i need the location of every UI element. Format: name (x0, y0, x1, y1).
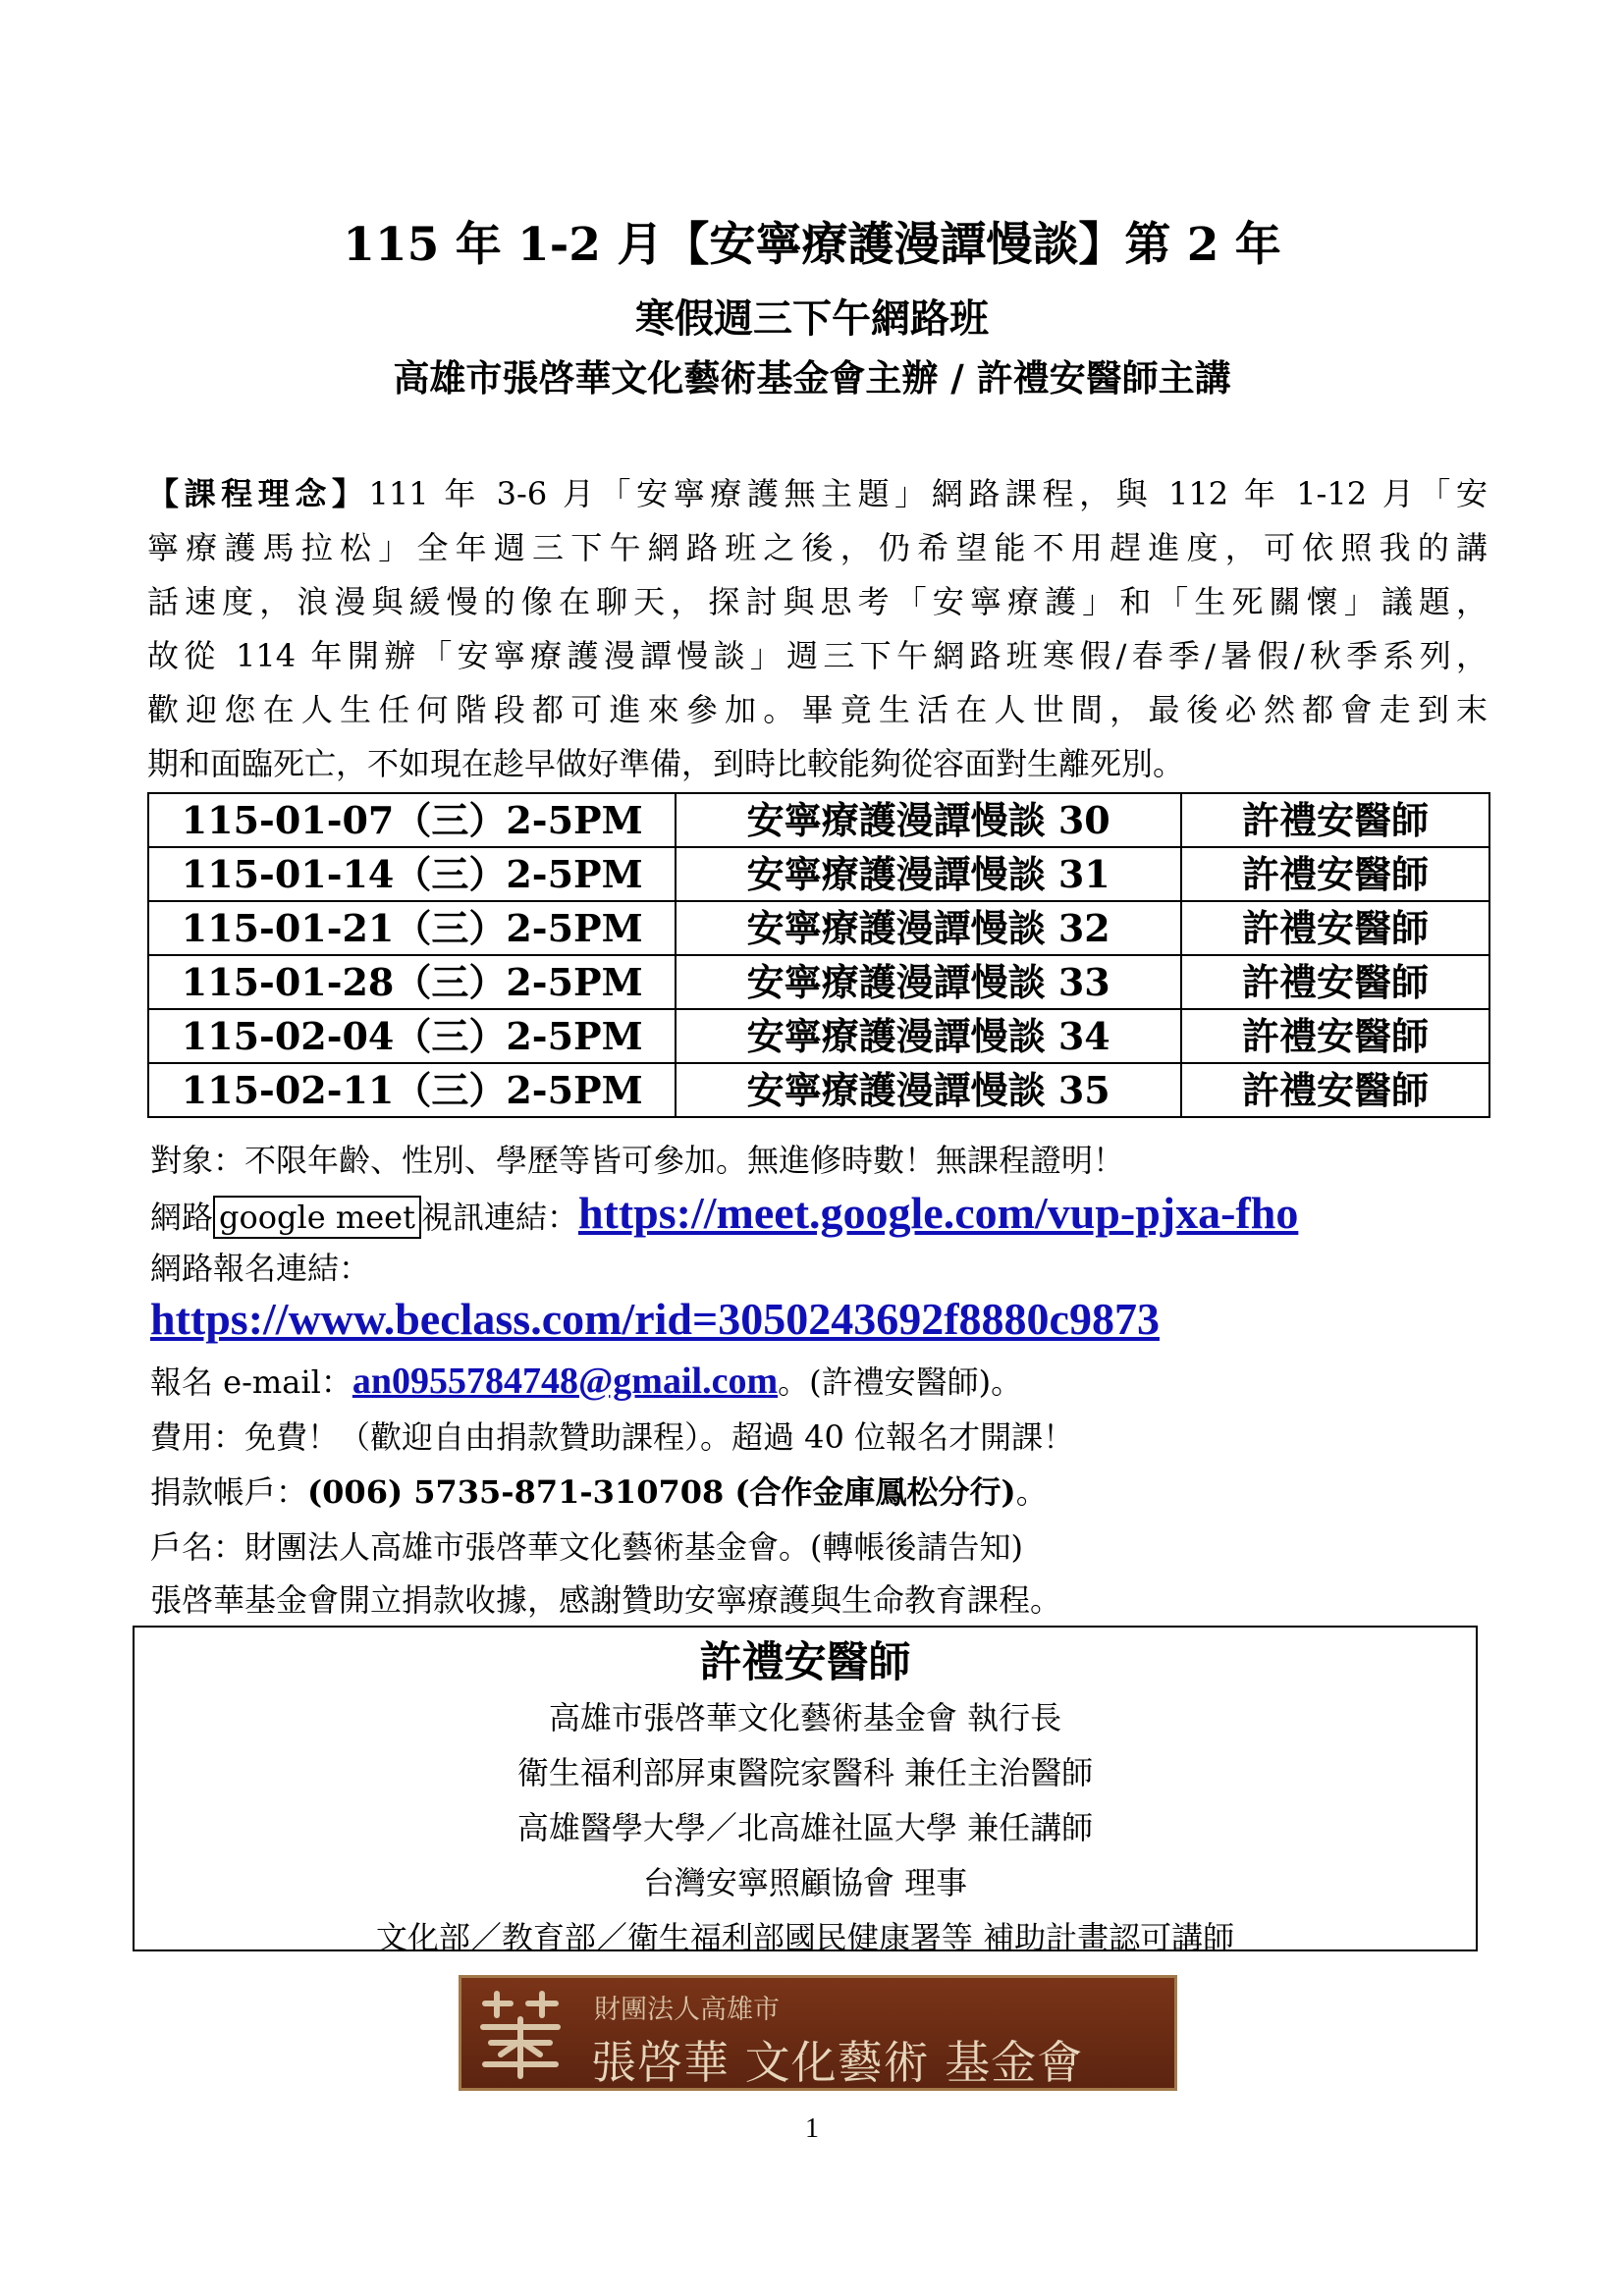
session-title: 安寧療護漫譚慢談 35 (676, 1063, 1181, 1117)
bio-line: 高雄醫學大學／北高雄社區大學 兼任講師 (516, 1809, 1094, 1846)
meet-mid: 視訊連結： (420, 1199, 578, 1236)
email-link[interactable]: an0955784748@gmail.com (352, 1361, 779, 1402)
registration-line (150, 1296, 1160, 1347)
account-prefix: 捐款帳戶： (150, 1473, 308, 1511)
account-number: (006) 5735-871-310708 (合作金庫鳳松分行) (307, 1473, 1016, 1511)
session-title: 安寧療護漫譚慢談 34 (676, 1009, 1181, 1063)
table-row (148, 847, 1489, 901)
meet-link[interactable]: https://meet.google.com/vup-pjxa-fho (577, 1188, 1299, 1238)
session-teacher: 許禮安醫師 (1181, 793, 1489, 847)
account-suffix: 。 (1015, 1473, 1048, 1511)
session-date: 115-01-07（三）2-5PM (148, 793, 676, 847)
page-title: 115 年 1-2 月【安寧療護漫譚慢談】第 2 年 (343, 218, 1281, 272)
meet-prefix: 網路 (150, 1199, 214, 1236)
bio-line: 高雄市張啓華文化藝術基金會 執行長 (548, 1699, 1062, 1736)
registration-link[interactable]: https://www.beclass.com/rid=3050243692f8880c9873 (150, 1294, 1160, 1344)
intro-line-1-text: 111 年 3-6 月「安寧療護無主題」網路課程，與 112 年 1-12 月「安 (368, 475, 1488, 512)
fee-note: 費用：免費！（歡迎自由捐款贊助課程）。超過 40 位報名才開課！ (150, 1418, 1075, 1456)
foundation-logo (459, 1975, 1177, 2091)
session-title: 安寧療護漫譚慢談 33 (676, 955, 1181, 1009)
table-row (148, 901, 1489, 955)
bio-line: 衛生福利部屏東醫院家醫科 兼任主治醫師 (516, 1754, 1094, 1791)
donation-account-line (150, 1468, 1048, 1516)
course-philosophy (147, 467, 1488, 791)
session-teacher: 許禮安醫師 (1181, 1063, 1489, 1117)
table-row (148, 955, 1489, 1009)
intro-line-5: 歡迎您在人生任何階段都可進來參加。畢竟生活在人世間，最後必然都會走到末 (147, 691, 1488, 728)
session-teacher: 許禮安醫師 (1181, 955, 1489, 1009)
intro-line-6: 期和面臨死亡，不如現在趁早做好準備，到時比較能夠從容面對生離死別。 (147, 745, 1185, 782)
meet-link-line (150, 1190, 1298, 1241)
session-title: 安寧療護漫譚慢談 31 (676, 847, 1181, 901)
table-row (148, 793, 1489, 847)
intro-line-4: 故從 114 年開辦「安寧療護漫譚慢談」週三下午網路班寒假/春季/暑假/秋季系列， (147, 637, 1488, 674)
intro-label: 【課程理念】 (147, 475, 369, 512)
session-date: 115-01-14（三）2-5PM (148, 847, 676, 901)
intro-line-2: 寧療護馬拉松」全年週三下午網路班之後，仍希望能不用趕進度，可依照我的講 (147, 529, 1488, 566)
intro-line-3: 話速度，浪漫與緩慢的像在聊天，探討與思考「安寧療護」和「生死關懷」議題， (147, 583, 1488, 620)
session-teacher: 許禮安醫師 (1181, 901, 1489, 955)
registration-label: 網路報名連結： (150, 1250, 371, 1287)
logo-small-text: 財團法人高雄市 (594, 1995, 780, 2025)
session-date: 115-01-21（三）2-5PM (148, 901, 676, 955)
table-row (148, 1009, 1489, 1063)
session-teacher: 許禮安醫師 (1181, 1009, 1489, 1063)
receipt-note: 張啓華基金會開立捐款收據，感謝贊助安寧療護與生命教育課程。 (150, 1581, 1062, 1619)
email-line (150, 1358, 1022, 1406)
intro-line-1 (147, 467, 1488, 521)
page-subtitle: 寒假週三下午網路班 (635, 295, 989, 342)
organizer-line: 高雄市張啓華文化藝術基金會主辦 / 許禮安醫師主講 (393, 356, 1231, 400)
page-number: 1 (805, 2113, 819, 2144)
account-holder: 戶名：財團法人高雄市張啓華文化藝術基金會。(轉帳後請告知) (150, 1528, 1023, 1566)
schedule-table (147, 792, 1490, 1118)
speaker-bio-box (133, 1626, 1478, 1956)
session-title: 安寧療護漫譚慢談 32 (676, 901, 1181, 955)
session-date: 115-01-28（三）2-5PM (148, 955, 676, 1009)
bio-line: 文化部／教育部／衛生福利部國民健康署等 補助計畫認可講師 (375, 1919, 1235, 1956)
meet-box-label: google meet (213, 1196, 421, 1239)
table-row (148, 1063, 1489, 1117)
session-title: 安寧療護漫譚慢談 30 (676, 793, 1181, 847)
session-date: 115-02-11（三）2-5PM (148, 1063, 676, 1117)
bio-line: 台灣安寧照顧協會 理事 (642, 1864, 968, 1901)
audience-note: 對象：不限年齡、性別、學歷等皆可參加。無進修時數！無課程證明！ (150, 1142, 1125, 1179)
logo-big-text: 張啓華 文化藝術 基金會 (591, 2036, 1084, 2089)
session-date: 115-02-04（三）2-5PM (148, 1009, 676, 1063)
session-teacher: 許禮安醫師 (1181, 847, 1489, 901)
speaker-name: 許禮安醫師 (699, 1638, 911, 1687)
foundation-emblem-icon (471, 1986, 569, 2082)
email-suffix: 。(許禮安醫師)。 (778, 1363, 1023, 1401)
email-prefix: 報名 e-mail： (150, 1363, 352, 1401)
